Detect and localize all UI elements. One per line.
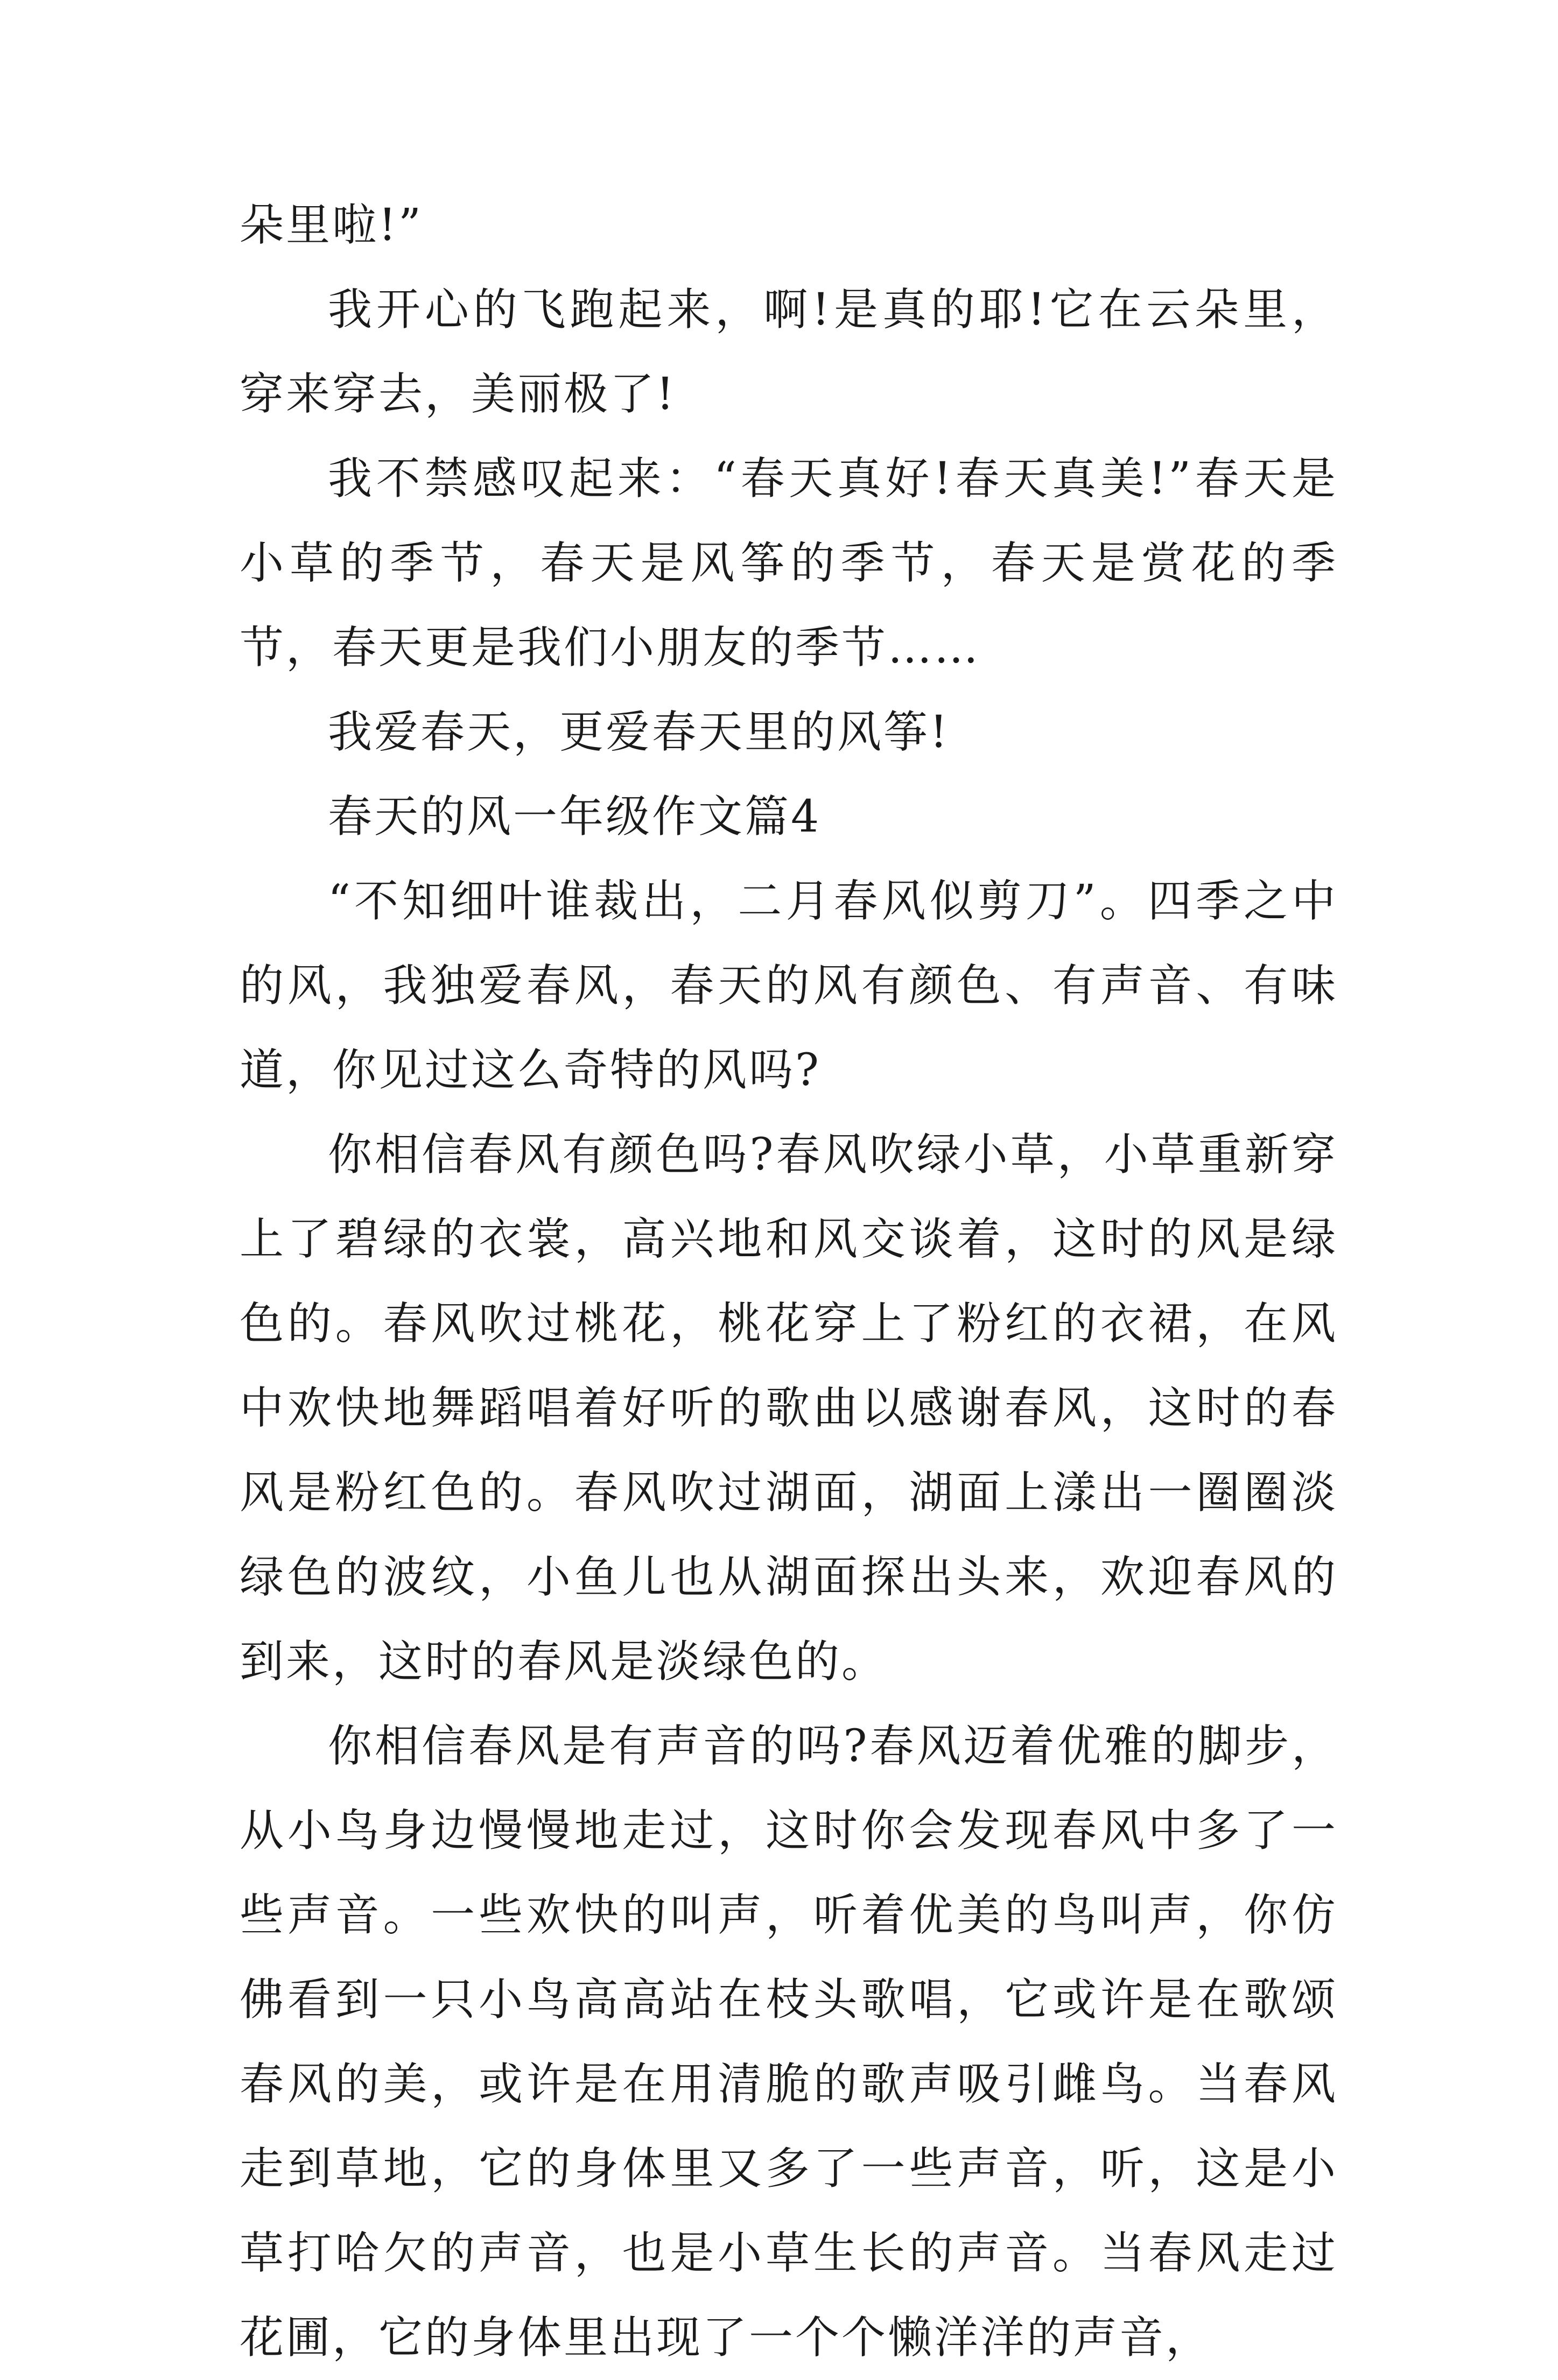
paragraph: “不知细叶谁裁出，二月春风似剪刀”。四季之中的风，我独爱春风，春天的风有颜色、有声音、有味道，你见过这么奇特的风吗? — [240, 876, 1338, 1096]
paragraph: 你相信春风有颜色吗?春风吹绿小草，小草重新穿上了碧绿的衣裳，高兴地和风交谈着，这时的风是绿色的。春风吹过桃花，桃花穿上了粉红的衣裙，在风中欢快地舞蹈唱着好听的歌曲以感谢春风，这时的春风是粉红色的。春风吹过湖面，湖面上漾出一圈圈淡绿色的波纹，小鱼儿也从湖面探出头来，欢迎春风的到来，这时的春风是淡绿色的。 — [240, 1129, 1338, 1687]
paragraph: 我爱春天，更爱春天里的风筝! — [328, 707, 950, 758]
paragraph: 我开心的飞跑起来，啊!是真的耶!它在云朵里，穿来穿去，美丽极了! — [240, 284, 1338, 420]
document-body — [240, 183, 1338, 2380]
section-heading: 春天的风一年级作文篇4 — [328, 791, 822, 842]
paragraph: 你相信春风是有声音的吗?春风迈着优雅的脚步，从小鸟身边慢慢地走过，这时你会发现春风中多了一些声音。一些欢快的叫声，听着优美的鸟叫声，你仿佛看到一只小鸟高高站在枝头歌唱，它或许是在歌颂春风的美，或许是在用清脆的歌声吸引雌鸟。当春风走到草地，它的身体里又多了一些声音，听，这是小草打哈欠的声音，也是小草生长的声音。当春风走过花圃，它的身体里出现了一个个懒洋洋的声音， — [240, 1721, 1338, 2363]
paragraph: 朵里啦!” — [240, 200, 423, 251]
paragraph: 我不禁感叹起来：“春天真好!春天真美!”春天是小草的季节，春天是风筝的季节，春天是赏花的季节，春天更是我们小朋友的季节…… — [240, 453, 1338, 673]
